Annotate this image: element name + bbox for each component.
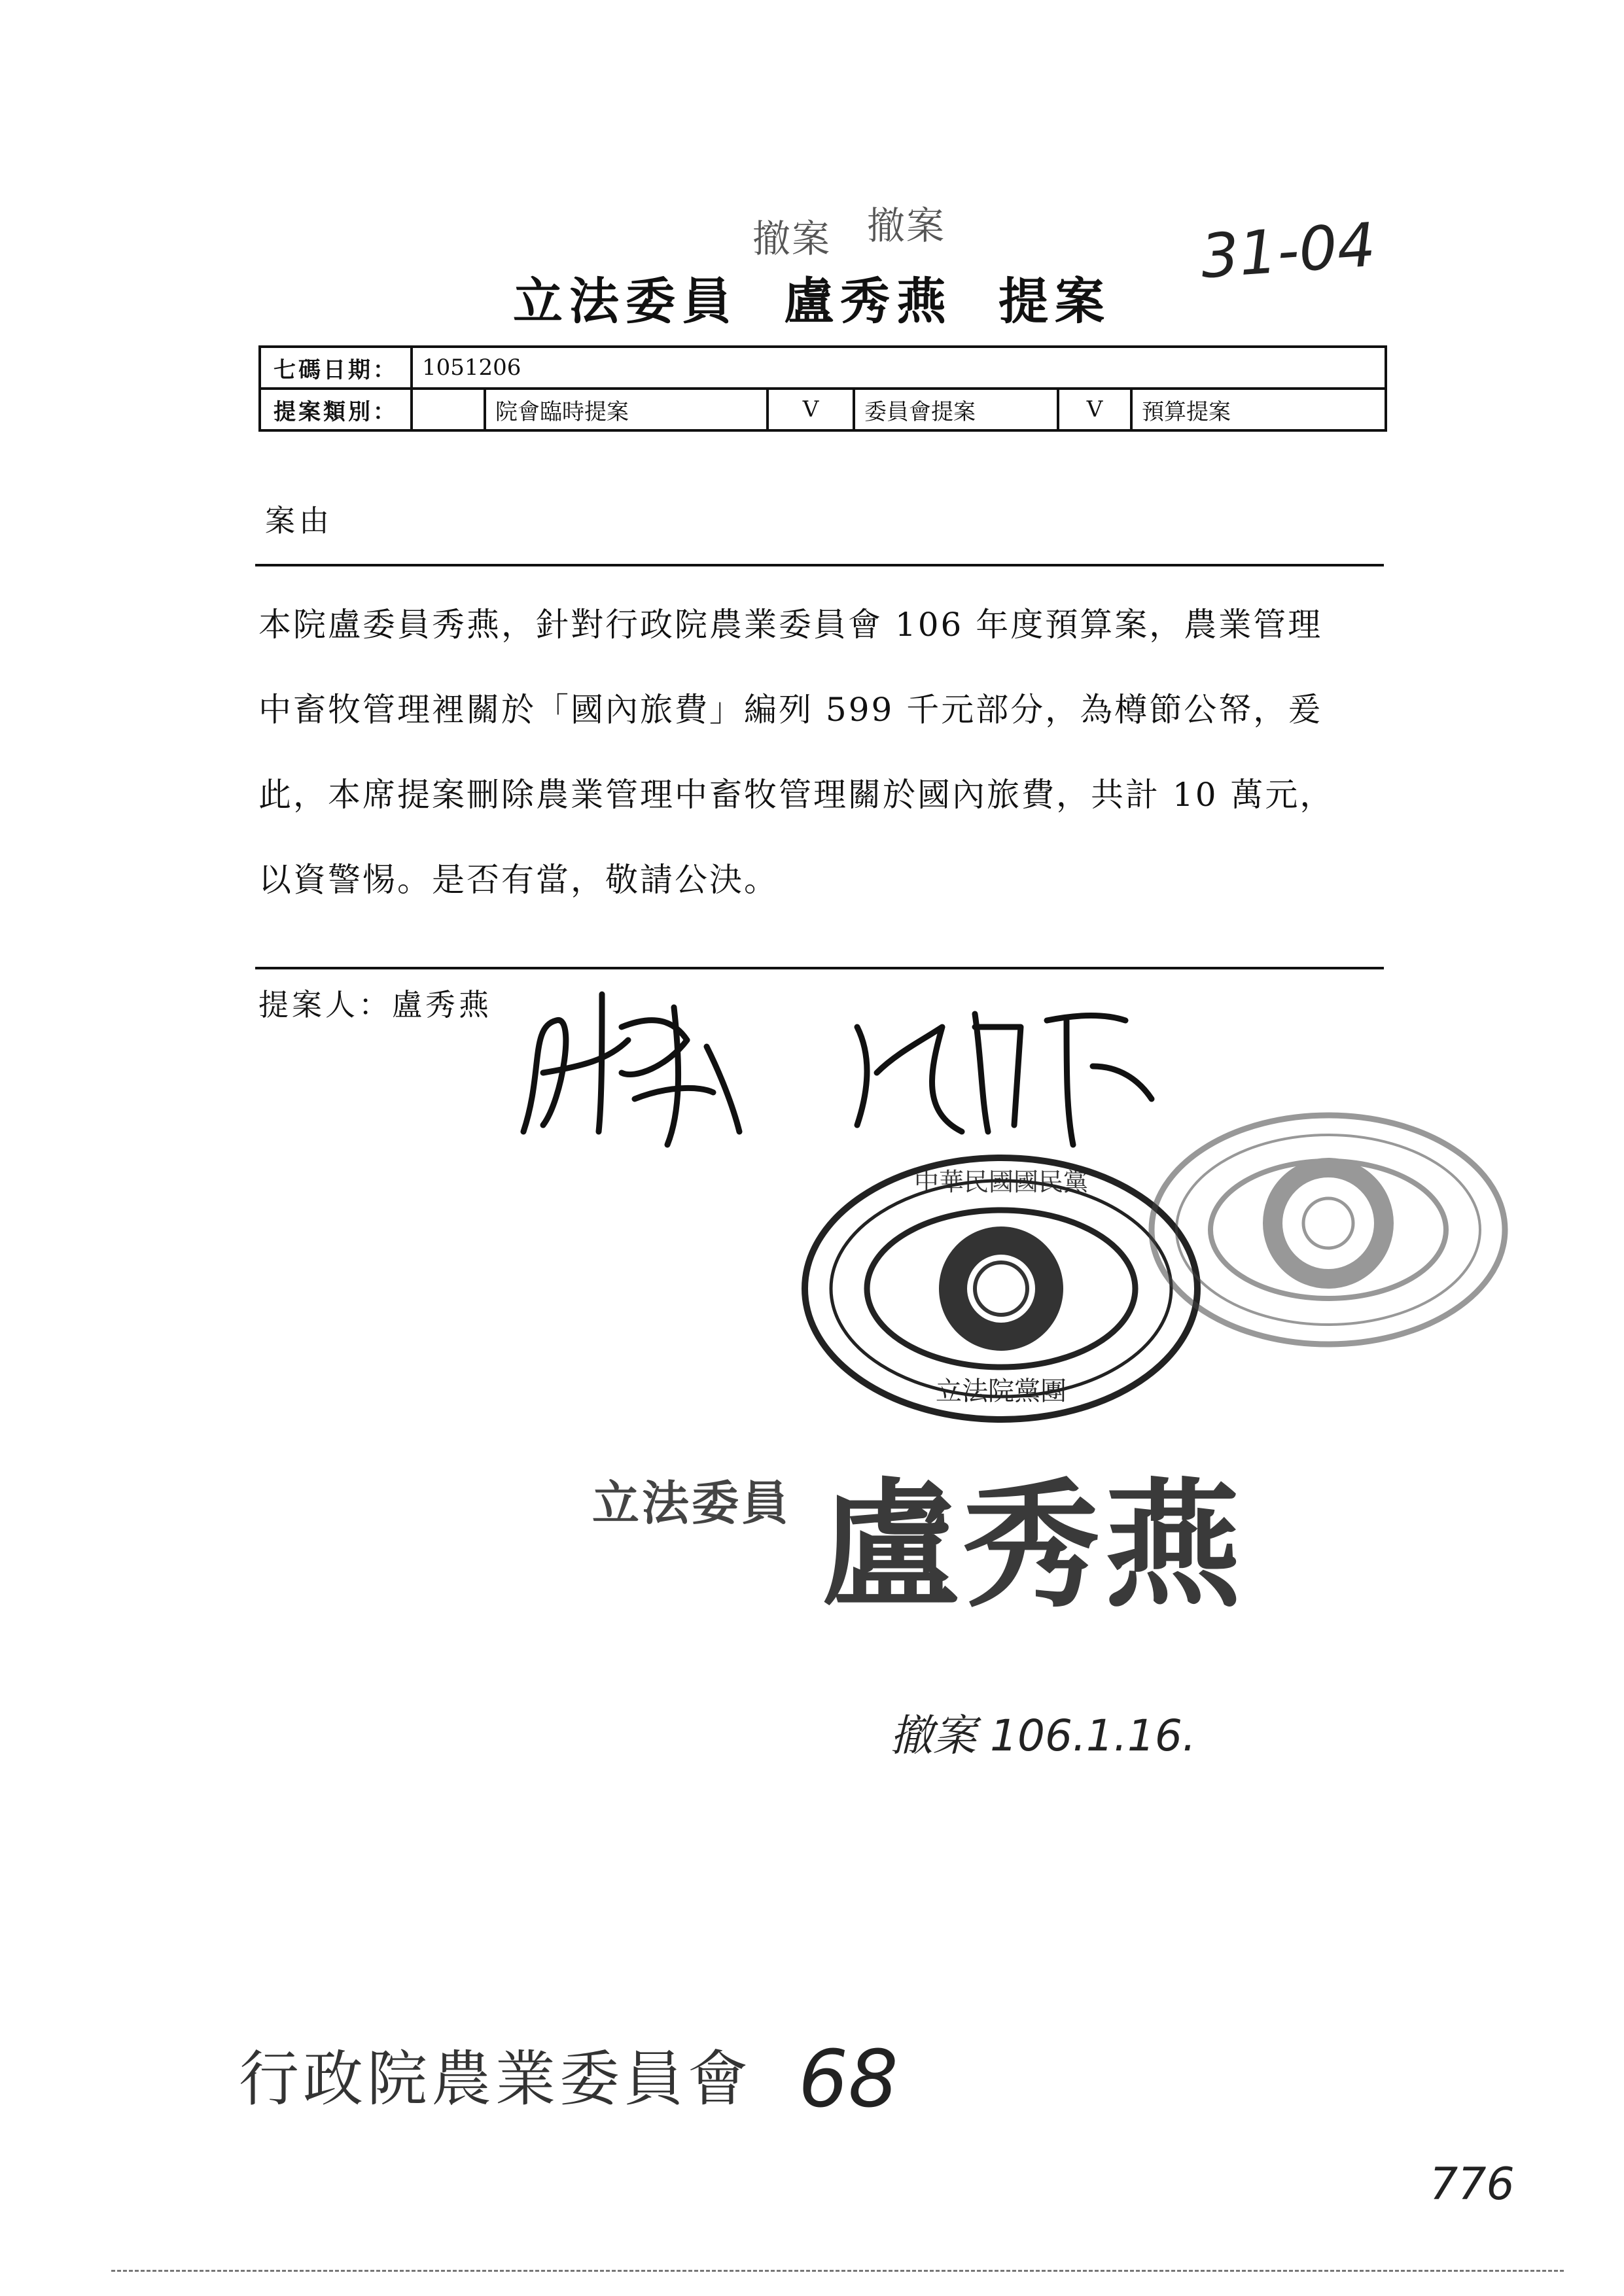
- handwritten-reference-code: 31-04: [1198, 209, 1378, 292]
- seal-name-text: 盧秀燕: [821, 1465, 1246, 1626]
- withdrawn-stamp-2: 撤案: [867, 203, 946, 248]
- option-mark-3: V: [1058, 389, 1131, 430]
- category-label: 提案類別：: [260, 389, 412, 430]
- body-line: 此，本席提案刪除農業管理中畜牧管理關於國內旅費，共計 10 萬元，: [258, 776, 1335, 814]
- proposal-info-table: [258, 345, 1387, 432]
- date-value: 1051206: [412, 347, 1386, 389]
- title-name: 盧秀燕: [784, 272, 953, 330]
- footer-dotted-line: [111, 2270, 1564, 2272]
- signature-1: [523, 994, 739, 1145]
- date-row: [260, 347, 1386, 389]
- seal-ring-text-top: 中華民國國民黨: [913, 1168, 1089, 1196]
- handwritten-withdraw-note: 撤案 106.1.16.: [890, 1711, 1196, 1761]
- category-row: [260, 389, 1386, 430]
- option-label-2: 委員會提案: [854, 389, 1058, 430]
- footer-number: 68: [798, 2034, 898, 2125]
- body-line: 本院盧委員秀燕，針對行政院農業委員會 106 年度預算案，農業管理: [258, 606, 1323, 644]
- page-number: 776: [1430, 2159, 1515, 2210]
- seal-title-text: 立法委員: [592, 1475, 792, 1531]
- option-mark-2: V: [768, 389, 854, 430]
- seal-stamp-2: [1152, 1115, 1505, 1344]
- proposer-line: 提案人：盧秀燕: [258, 987, 492, 1022]
- title-prefix: 立法委員: [513, 272, 738, 330]
- withdrawn-stamp: 撤案: [752, 217, 832, 261]
- seal-stamp-1: [805, 1158, 1197, 1419]
- title-suffix: 提案: [998, 272, 1111, 330]
- body-line: 以資警惕。是否有當，敬請公決。: [258, 861, 779, 899]
- divider-top: [255, 564, 1384, 566]
- option-mark-1: [412, 389, 485, 430]
- option-label-1: 院會臨時提案: [485, 389, 768, 430]
- footer-department: 行政院農業委員會: [239, 2044, 752, 2114]
- body-line: 中畜牧管理裡關於「國內旅費」編列 599 千元部分，為樽節公帑，爰: [258, 691, 1323, 729]
- option-label-3: 預算提案: [1131, 389, 1386, 430]
- party-caucus-seals: [785, 1112, 1518, 1478]
- reason-heading: 案由: [265, 503, 333, 538]
- proposal-body: [258, 582, 1384, 922]
- seal-ring-text-bottom: 立法院黨團: [936, 1376, 1067, 1406]
- date-label: 七碼日期：: [260, 347, 412, 389]
- document-title: [0, 262, 1624, 333]
